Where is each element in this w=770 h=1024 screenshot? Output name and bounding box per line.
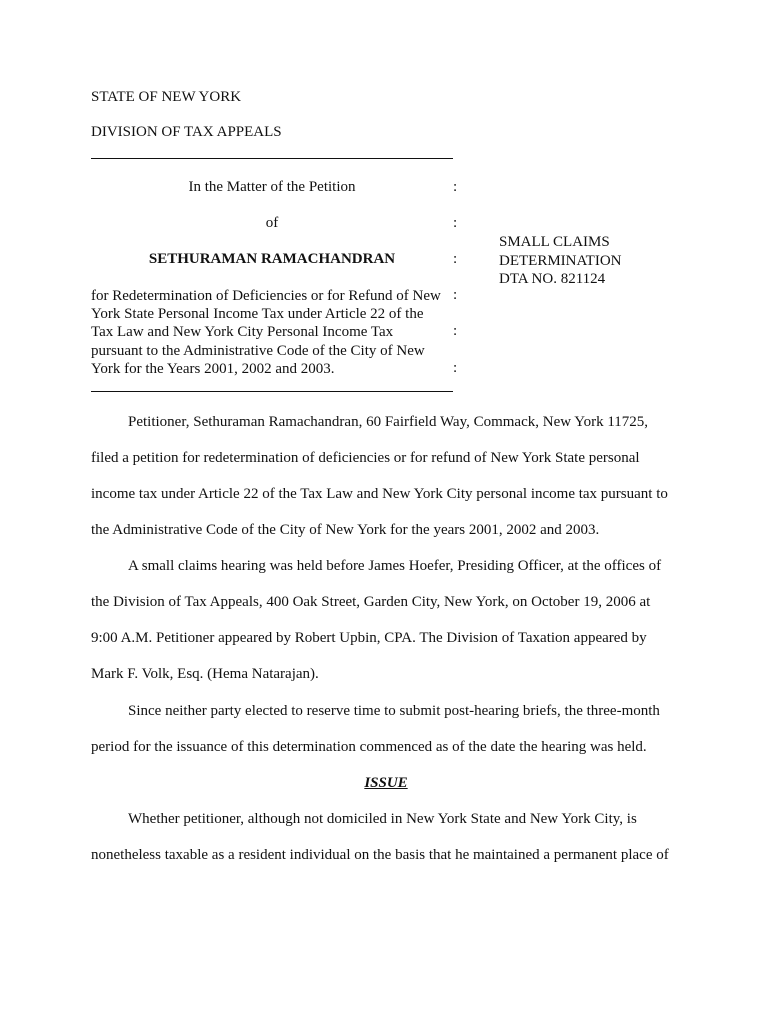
caption-description-line: Tax Law and New York City Personal Income Tax bbox=[91, 324, 394, 341]
paragraph-line: Whether petitioner, although not domiciled in New York State and New York City, is bbox=[128, 811, 637, 827]
petitioner-name: SETHURAMAN RAMACHANDRAN bbox=[148, 251, 396, 267]
paragraph-line: income tax under Article 22 of the Tax Law and New York City personal income tax pursuant to bbox=[91, 486, 668, 502]
caption-colon: : bbox=[453, 215, 458, 231]
caption-colon: : bbox=[453, 360, 458, 376]
caption-description-line: York State Personal Income Tax under Article 22 of the bbox=[91, 306, 424, 323]
paragraph-line: the Division of Tax Appeals, 400 Oak Street, Garden City, New York, on October 19, 2006 at bbox=[91, 594, 651, 610]
caption-description-line: York for the Years 2001, 2002 and 2003. bbox=[91, 360, 335, 377]
caption-of: of bbox=[265, 215, 279, 231]
caption-colon: : bbox=[453, 179, 458, 195]
paragraph-line: nonetheless taxable as a resident individual on the basis that he maintained a permanent place of bbox=[91, 847, 669, 863]
caption-description-line: for Redetermination of Deficiencies or for Refund of New bbox=[91, 288, 441, 304]
paragraph-line: A small claims hearing was held before James Hoefer, Presiding Officer, at the offices of bbox=[128, 558, 662, 574]
paragraph-line: Petitioner, Sethuraman Ramachandran, 60 Fairfield Way, Commack, New York 11725, bbox=[128, 414, 649, 430]
paragraph-line: the Administrative Code of the City of New York for the years 2001, 2002 and 2003. bbox=[91, 522, 600, 538]
small-claims-label: SMALL CLAIMS bbox=[499, 234, 610, 250]
division-heading: DIVISION OF TAX APPEALS bbox=[91, 124, 282, 140]
paragraph-line: filed a petition for redetermination of deficiencies or for refund of New York State personal bbox=[91, 450, 640, 466]
determination-label: DETERMINATION bbox=[499, 252, 622, 269]
dta-number: DTA NO. 821124 bbox=[499, 271, 606, 287]
paragraph-line: Mark F. Volk, Esq. (Hema Natarajan). bbox=[91, 666, 319, 682]
paragraph-line: 9:00 A.M. Petitioner appeared by Robert Upbin, CPA. The Division of Taxation appeared by bbox=[91, 630, 647, 646]
caption-colon: : bbox=[453, 287, 458, 303]
paragraph-line: period for the issuance of this determination commenced as of the date the hearing was held. bbox=[91, 739, 647, 755]
caption-colon: : bbox=[453, 251, 458, 267]
state-heading: STATE OF NEW YORK bbox=[91, 89, 242, 105]
caption-top-rule bbox=[91, 158, 453, 159]
caption-colon: : bbox=[453, 323, 458, 339]
caption-bottom-rule bbox=[91, 391, 453, 392]
issue-heading: ISSUE bbox=[364, 775, 408, 791]
caption-description bbox=[91, 287, 453, 378]
caption-description-line: pursuant to the Administrative Code of the City of New bbox=[91, 342, 425, 359]
paragraph-line: Since neither party elected to reserve time to submit post-hearing briefs, the three-month bbox=[128, 703, 660, 719]
determination-block bbox=[499, 233, 621, 289]
caption-matter: In the Matter of the Petition bbox=[188, 179, 356, 195]
